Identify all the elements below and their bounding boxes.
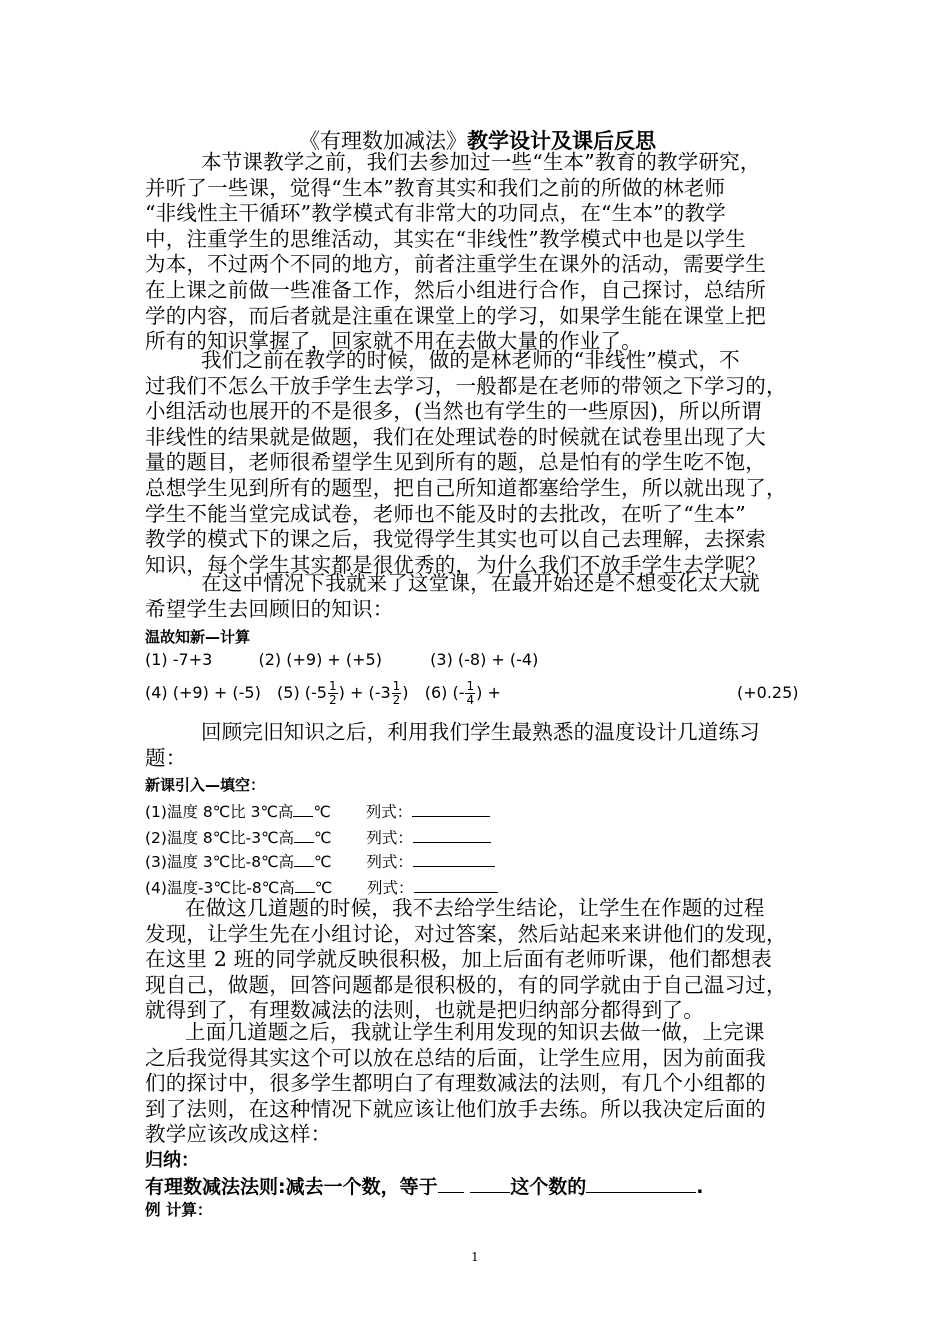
- calc-item: (3) (-8) + (-4): [430, 650, 539, 669]
- calc-item: (+0.25): [737, 683, 799, 702]
- temp-question: (4)温度-3℃比-8℃高 ℃ 列式：: [145, 876, 498, 898]
- p1-line: 为本，不过两个不同的地方，前者注重学生在课外的活动，需要学生: [145, 252, 766, 277]
- title-bold: 教学设计及课后反思: [467, 128, 656, 153]
- paragraph-4: [145, 720, 810, 771]
- p6-line: 们的探讨中，很多学生都明白了有理数减法的法则，有几个小组都的: [145, 1071, 766, 1096]
- p1-line: 在上课之前做一些准备工作，然后小组进行合作，自己探讨，总结所: [145, 277, 766, 302]
- p1-line: 中，注重学生的思维活动，其实在“非线性”教学模式中也是以学生: [145, 226, 746, 251]
- fraction-half: $\frac{1}{2}$: [328, 679, 337, 707]
- paragraph-3: [145, 571, 810, 622]
- p6-line: 教学应该改成这样：: [145, 1122, 332, 1147]
- p2-line: 我们之前在教学的时候，做的是林老师的“非线性”模式，不: [201, 348, 740, 372]
- paragraph-6: [145, 1020, 810, 1148]
- example-label: 例 计算：: [145, 1201, 213, 1219]
- calc-row-1: [145, 650, 810, 669]
- calc-item: (4) (+9) + (-5): [145, 683, 261, 702]
- calc-item: (1) -7+3: [145, 650, 213, 669]
- p5-line: 就得到了，有理数减法的法则，也就是把归纳部分都得到了。: [145, 998, 704, 1023]
- p6-line: 之后我觉得其实这个可以放在总结的后面，让学生应用，因为前面我: [145, 1045, 766, 1070]
- p2-line: 学生不能当堂完成试卷，老师也不能及时的去批改，在听了“生本”: [145, 501, 746, 526]
- p1-line: 学的内容，而后者就是注重在课堂上的学习，如果学生能在课堂上把: [145, 303, 766, 328]
- p4-line: 回顾完旧知识之后，利用我们学生最熟悉的温度设计几道练习: [201, 720, 760, 744]
- p2-line: 非线性的结果就是做题，我们在处理试卷的时候就在试卷里出现了大: [145, 424, 766, 449]
- p2-line: 总想学生见到所有的题型，把自己所知道都塞给学生，所以就出现了，: [145, 475, 787, 500]
- p3-line: 在这中情况下我就来了这堂课，在最开始还是不想变化太大就: [201, 571, 760, 595]
- p4-line: 题：: [145, 745, 187, 770]
- p1-line: “非线性主干循环”教学模式有非常大的功同点，在“生本”的教学: [145, 201, 726, 226]
- summary-heading: 归纳：: [145, 1150, 199, 1171]
- calc-item: (6) (-: [424, 683, 465, 702]
- p1-line: 并听了一些课，觉得“生本”教育其实和我们之前的所做的林老师: [145, 175, 726, 200]
- review-heading: 温故知新—计算: [145, 628, 251, 646]
- p6-line: 上面几道题之后，我就让学生利用发现的知识去做一做，上完课: [185, 1020, 765, 1044]
- p2-line: 小组活动也展开的不是很多，(当然也有学生的一些原因)，所以所谓: [145, 399, 762, 424]
- temp-question: (2)温度 8℃比-3℃高 ℃ 列式：: [145, 826, 491, 848]
- p3-line: 希望学生去回顾旧的知识：: [145, 596, 394, 621]
- paragraph-5: [145, 896, 810, 1024]
- p5-line: 现自己，做题，回答问题都是很积极的，有的同学就由于自己温习过，: [145, 972, 787, 997]
- p2-line: 教学的模式下的课之后，我觉得学生其实也可以自己去理解，去探索: [145, 527, 766, 552]
- p6-line: 到了法则，在这种情况下就应该让他们放手去练。所以我决定后面的: [145, 1096, 766, 1121]
- new-lesson-heading: 新课引入—填空：: [145, 776, 266, 794]
- p2-line: 知识，每个学生其实都是很优秀的，为什么我们不放手学生去学呢？: [145, 552, 766, 577]
- temp-question: (1)温度 8℃比 3℃高 ℃ 列式：: [145, 800, 490, 822]
- p1-line: 本节课教学之前，我们去参加过一些“生本”教育的教学研究，: [201, 150, 761, 174]
- p5-line: 在做这几道题的时候，我不去给学生结论，让学生在作题的过程: [185, 896, 765, 920]
- paragraph-2: [145, 348, 810, 578]
- fraction-quarter: $\frac{1}{4}$: [466, 679, 475, 707]
- p2-line: 量的题目，老师很希望学生见到所有的题，总是怕有的学生吃不饱，: [145, 450, 766, 475]
- fraction-half: $\frac{1}{2}$: [392, 679, 401, 707]
- calc-item: (5) (-5: [277, 683, 327, 702]
- calc-row-2: (4) (+9) + (-5) (5) (-5 $\frac{1}{2}$ ) + (-3 $\frac{1}{2}$ ) (6) (- $\frac{1}{4}$ ) + (+0.25): [145, 676, 810, 710]
- title-plain: 《有理数加减法》: [299, 129, 467, 153]
- page-number: 1: [471, 1250, 479, 1264]
- p2-line: 过我们不怎么干放手学生去学习，一般都是在老师的带领之下学习的，: [145, 373, 787, 398]
- paragraph-1: [145, 150, 810, 355]
- subtraction-rule: 有理数减法法则:减去一个数，等于 这个数的 .: [145, 1176, 704, 1198]
- calc-item: (2) (+9) + (+5): [258, 650, 382, 669]
- p5-line: 发现，让学生先在小组讨论，对过答案，然后站起来来讲他们的发现，: [145, 921, 787, 946]
- temp-question: (3)温度 3℃比-8℃高 ℃ 列式：: [145, 850, 495, 872]
- p1-line: 所有的知识掌握了，回家就不用在去做大量的作业了。: [145, 329, 642, 354]
- p5-line: 在这里 2 班的同学就反映很积极，加上后面有老师听课，他们都想表: [145, 947, 772, 972]
